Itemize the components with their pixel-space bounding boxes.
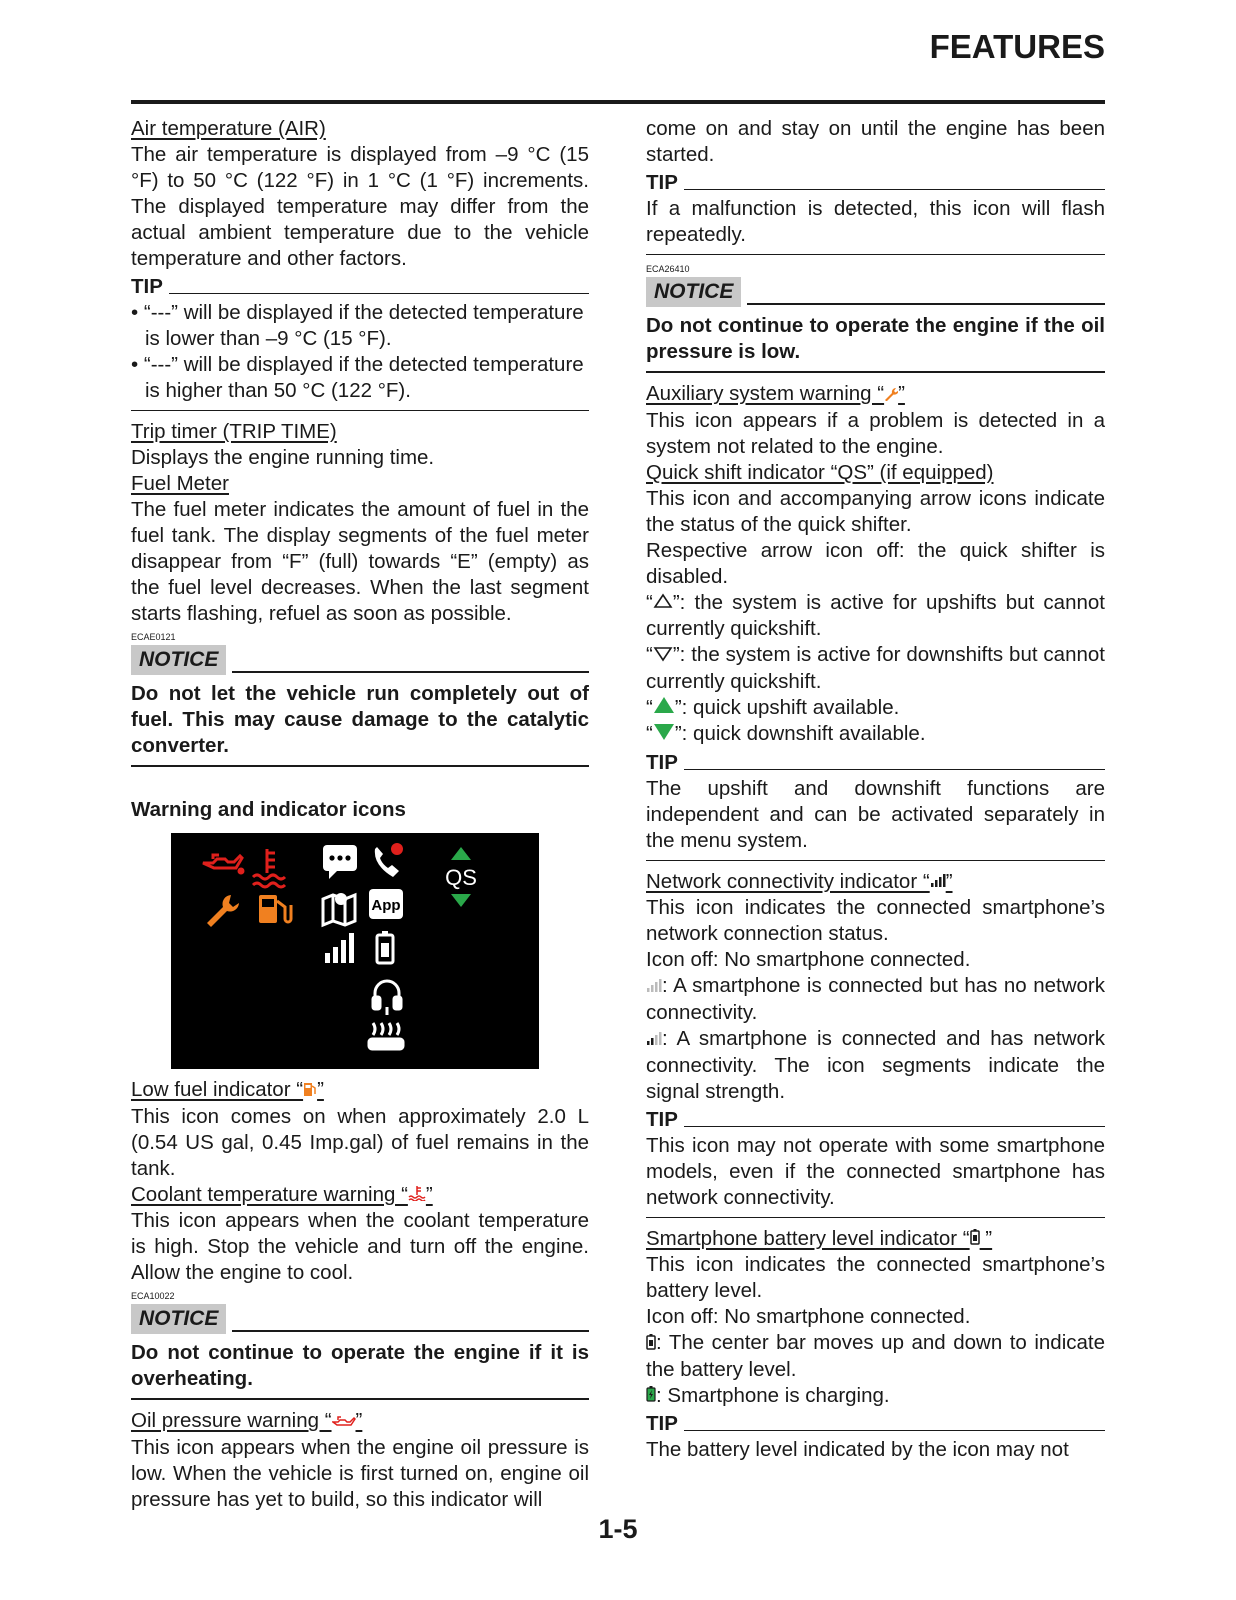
aux-warning-text: This icon appears if a problem is detected in a system not related to the engine. <box>646 408 1105 458</box>
triangle-up-green-icon <box>653 695 675 721</box>
notice-fuel-text: Do not let the vehicle run completely out of fuel. This may cause damage to the catalytic converter. <box>131 682 589 757</box>
qs-indicator-icon <box>445 847 477 907</box>
quick-shift-text: This icon and accompanying arrow icons indicate the status of the quick shifter. <box>646 486 1105 536</box>
tip-end-rule <box>646 1217 1105 1218</box>
triangle-down-green-icon <box>653 722 675 748</box>
message-icon <box>323 845 357 879</box>
page-number: 1-5 <box>598 1514 638 1544</box>
grip-warmer-icon <box>369 1023 403 1049</box>
phone-call-icon <box>375 843 403 877</box>
air-temp-heading: Air temperature (AIR) <box>131 117 326 140</box>
battery-level-icon <box>646 1331 656 1357</box>
qs-label: QS <box>445 865 477 890</box>
network-off-text: Icon off: No smartphone connected. <box>646 948 971 972</box>
tip-end-rule <box>131 410 589 411</box>
coolant-heading: Coolant temperature warning “ ” <box>131 1182 589 1209</box>
network-conn-text: : A smartphone is connected and has network connectivity. The icon segments indicate the signal strength. <box>646 1027 1105 1103</box>
tip-shift-text: The upshift and downshift functions are independent and can be activated separately in the menu system. <box>646 776 1105 852</box>
battery-charging-text: : Smartphone is charging. <box>646 1383 1105 1410</box>
notice-heading: NOTICE <box>131 1304 589 1334</box>
map-icon <box>323 893 355 925</box>
notice-oil-text: Do not continue to operate the engine if the oil pressure is low. <box>646 314 1105 363</box>
battery-off-text: Icon off: No smartphone connected. <box>646 1305 971 1329</box>
trip-timer-heading: Trip timer (TRIP TIME) <box>131 420 337 443</box>
notice-end-rule <box>646 371 1105 373</box>
qs-downshift-inactive: “ ”: the system is active for downshifts but cannot currently quickshift. <box>646 643 1105 693</box>
indicator-icons-svg <box>171 833 539 1069</box>
notice-end-rule <box>131 765 589 767</box>
qs-downshift-available: “ ”: quick downshift available. <box>646 721 1105 748</box>
wrench-icon <box>884 382 898 408</box>
tip-heading: TIP <box>646 170 1105 196</box>
indicator-panel-image <box>171 833 539 1069</box>
coolant-text: This icon appears when the coolant temperature is high. Stop the vehicle and turn off the engine. Allow the engine to cool. <box>131 1209 589 1285</box>
page-title: FEATURES <box>929 28 1105 65</box>
battery-icon <box>377 931 393 963</box>
fuel-meter-text: The fuel meter indicates the amount of fuel in the fuel tank. The display segments of the fuel meter disappear from “F” (full) towards “E” (empty) as the fuel level decreases. When the last segment starts flashing, refuel as soon as possible. <box>131 498 589 625</box>
tip-end-rule <box>646 860 1105 861</box>
coolant-temp-icon <box>253 849 285 887</box>
trip-timer-text: Displays the engine running time. <box>131 446 435 469</box>
quick-shift-heading: Quick shift indicator “QS” (if equipped) <box>646 460 994 484</box>
quick-shift-disabled-text: Respective arrow icon off: the quick shifter is disabled. <box>646 538 1105 588</box>
qs-upshift-available: “ ”: quick upshift available. <box>646 695 1105 722</box>
tip-bullet-high: • “---” will be displayed if the detected temperature is higher than 50 °C (122 °F). <box>131 353 584 402</box>
low-fuel-heading: Low fuel indicator “ ” <box>131 1077 589 1104</box>
notice-heading: NOTICE <box>646 277 1105 307</box>
aux-warning-heading: Auxiliary system warning “ ” <box>646 381 1105 408</box>
fuel-pump-icon <box>259 895 291 923</box>
tip-battery-text: The battery level indicated by the icon may not <box>646 1438 1069 1462</box>
coolant-temp-icon <box>408 1182 426 1208</box>
network-heading: Network connectivity indicator “ ” <box>646 869 1105 896</box>
tip-network-text: This icon may not operate with some smartphone models, even if the connected smartphone has network connectivity. <box>646 1133 1105 1209</box>
code-label: ECA10022 <box>131 1291 175 1302</box>
code-label: ECA26410 <box>646 264 690 274</box>
network-no-conn-text: : A smartphone is connected but has no network connectivity. <box>646 974 1105 1025</box>
qs-upshift-inactive: “ ”: the system is active for upshifts but cannot currently quickshift. <box>646 590 1105 641</box>
signal-bars-gray-icon <box>646 974 662 1000</box>
tip-heading: TIP <box>646 750 1105 776</box>
oil-pressure-text: This icon appears when the engine oil pressure is low. When the vehicle is first turned on, engine oil pressure has yet to build, so this indicator will <box>131 1435 589 1511</box>
triangle-down-outline-icon <box>653 643 673 669</box>
oil-pressure-text-cont: come on and stay on until the engine has been started. <box>646 117 1105 166</box>
tip-end-rule <box>646 254 1105 255</box>
wrench-icon <box>207 895 239 927</box>
tip-malfunction-text: If a malfunction is detected, this icon will flash repeatedly. <box>646 197 1105 246</box>
battery-text: This icon indicates the connected smartphone’s battery level. <box>646 1253 1105 1303</box>
tip-heading: TIP <box>131 274 589 300</box>
tip-heading: TIP <box>646 1107 1105 1133</box>
low-fuel-text: This icon comes on when approximately 2.0 L (0.54 US gal, 0.45 Imp.gal) of fuel remains in the tank. <box>131 1104 589 1180</box>
battery-charging-icon <box>646 1383 656 1409</box>
icons-section-title: Warning and indicator icons <box>131 798 406 821</box>
signal-bars-icon <box>930 869 946 895</box>
battery-heading: Smartphone battery level indicator “ ” <box>646 1226 1105 1253</box>
app-icon <box>369 889 403 919</box>
air-temp-text: The air temperature is displayed from –9 °C (15 °F) to 50 °C (122 °F) in 1 °C (1 °F) increments. The displayed temperature may differ from the actual ambient temperature due to the vehicle temperature and other factors. <box>131 143 589 270</box>
right-column <box>646 116 1105 1463</box>
notice-overheat-text: Do not continue to operate the engine if it is overheating. <box>131 1341 589 1391</box>
tip-heading: TIP <box>646 1411 1105 1437</box>
triangle-up-outline-icon <box>653 590 673 616</box>
fuel-meter-heading: Fuel Meter <box>131 472 229 495</box>
app-icon-label: App <box>371 897 401 914</box>
headset-icon <box>373 981 401 1015</box>
tip-bullet-low: • “---” will be displayed if the detected temperature is lower than –9 °C (15 °F). <box>131 301 584 350</box>
network-text: This icon indicates the connected smartphone’s network connection status. <box>646 896 1105 946</box>
oil-pressure-icon <box>203 855 243 873</box>
oil-pressure-icon <box>332 1409 356 1435</box>
battery-icon <box>970 1226 980 1252</box>
oil-pressure-heading: Oil pressure warning “ ” <box>131 1408 589 1435</box>
left-column <box>131 116 589 1513</box>
signal-bars-icon <box>325 933 354 963</box>
signal-bars-partial-icon <box>646 1027 662 1053</box>
fuel-pump-icon <box>303 1078 317 1104</box>
notice-end-rule <box>131 1398 589 1400</box>
notice-heading: NOTICE <box>131 645 589 675</box>
code-label: ECAE0121 <box>131 632 176 642</box>
header-rule <box>131 100 1105 104</box>
battery-level-text: : The center bar moves up and down to indicate the battery level. <box>646 1331 1105 1381</box>
